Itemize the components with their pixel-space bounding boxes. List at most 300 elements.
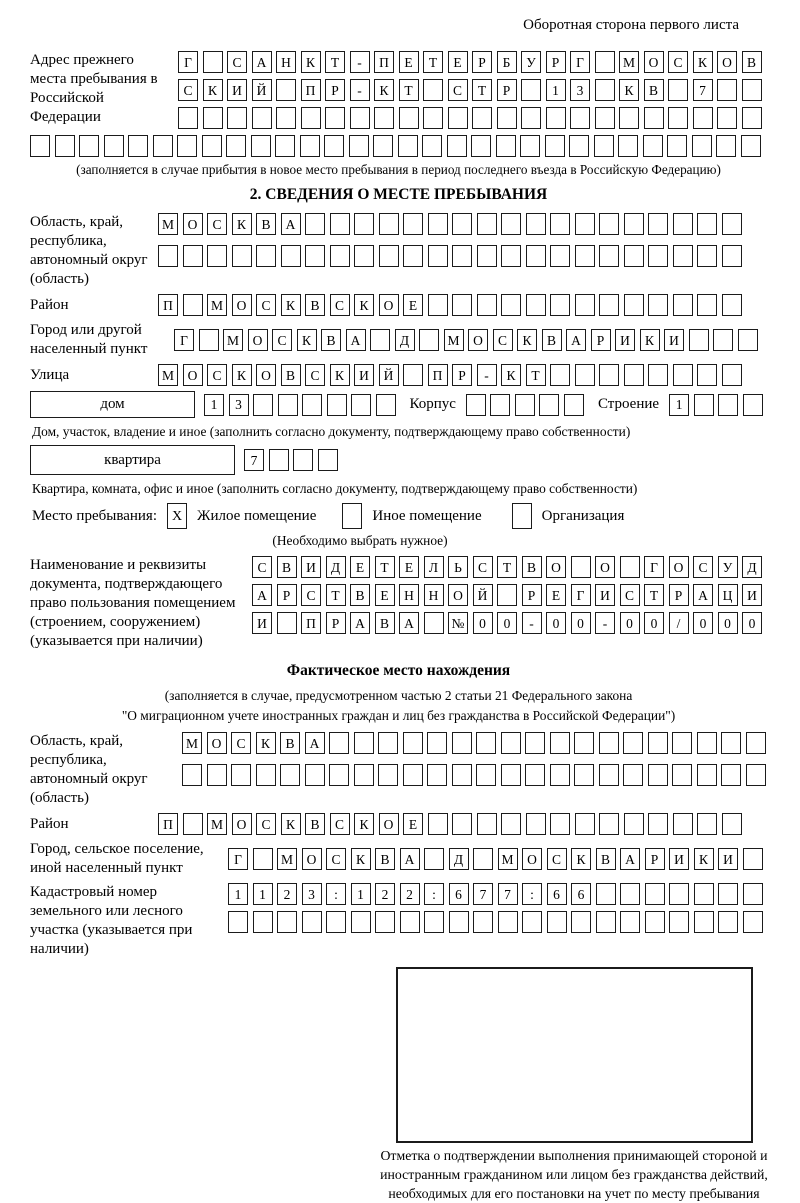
char-box[interactable] xyxy=(329,732,349,754)
char-box[interactable] xyxy=(595,51,615,73)
char-box[interactable] xyxy=(673,813,693,835)
char-box[interactable] xyxy=(673,245,693,267)
char-box[interactable] xyxy=(722,245,742,267)
char-box[interactable] xyxy=(620,911,640,933)
char-box[interactable]: К xyxy=(256,732,276,754)
char-box[interactable]: В xyxy=(256,213,276,235)
char-box[interactable] xyxy=(596,883,616,905)
char-box[interactable] xyxy=(624,364,644,386)
char-box[interactable]: К xyxy=(619,79,639,101)
char-box[interactable] xyxy=(424,612,444,634)
char-box[interactable] xyxy=(375,911,395,933)
char-box[interactable] xyxy=(153,135,173,157)
char-box[interactable] xyxy=(721,732,741,754)
char-box[interactable] xyxy=(644,107,664,129)
char-box[interactable] xyxy=(419,329,439,351)
char-box[interactable]: Н xyxy=(276,51,296,73)
char-box[interactable]: И xyxy=(595,584,615,606)
char-box[interactable] xyxy=(746,732,766,754)
char-box[interactable] xyxy=(599,732,619,754)
char-box[interactable] xyxy=(472,107,492,129)
char-box[interactable] xyxy=(743,394,763,416)
char-box[interactable]: И xyxy=(718,848,738,870)
char-box[interactable]: М xyxy=(182,732,202,754)
char-box[interactable]: 7 xyxy=(693,79,713,101)
char-box[interactable] xyxy=(667,135,687,157)
char-box[interactable] xyxy=(253,848,273,870)
char-box[interactable] xyxy=(378,732,398,754)
char-box[interactable] xyxy=(424,911,444,933)
char-box[interactable]: Т xyxy=(375,556,395,578)
char-box[interactable] xyxy=(515,394,535,416)
char-box[interactable]: А xyxy=(620,848,640,870)
char-box[interactable] xyxy=(620,556,640,578)
char-box[interactable] xyxy=(717,79,737,101)
char-box[interactable]: В xyxy=(350,584,370,606)
char-box[interactable]: В xyxy=(277,556,297,578)
apartment-type-box[interactable]: квартира xyxy=(30,445,235,475)
char-box[interactable]: С xyxy=(207,364,227,386)
confirmation-stamp-box[interactable] xyxy=(396,967,753,1143)
char-box[interactable]: Р xyxy=(326,612,346,634)
char-box[interactable] xyxy=(742,79,762,101)
char-box[interactable] xyxy=(227,107,247,129)
char-box[interactable] xyxy=(203,107,223,129)
char-box[interactable]: И xyxy=(301,556,321,578)
char-box[interactable] xyxy=(256,764,276,786)
char-box[interactable] xyxy=(526,294,546,316)
char-box[interactable]: О xyxy=(595,556,615,578)
char-box[interactable]: Е xyxy=(375,584,395,606)
char-box[interactable]: О xyxy=(644,51,664,73)
char-box[interactable]: К xyxy=(640,329,660,351)
char-box[interactable]: Т xyxy=(472,79,492,101)
char-box[interactable]: К xyxy=(297,329,317,351)
char-box[interactable] xyxy=(183,294,203,316)
char-box[interactable] xyxy=(648,764,668,786)
char-box[interactable] xyxy=(203,51,223,73)
char-box[interactable]: В xyxy=(280,732,300,754)
char-box[interactable] xyxy=(694,394,714,416)
char-box[interactable] xyxy=(501,213,521,235)
char-box[interactable] xyxy=(623,732,643,754)
char-box[interactable]: К xyxy=(374,79,394,101)
char-box[interactable]: - xyxy=(595,612,615,634)
char-box[interactable] xyxy=(253,911,273,933)
char-box[interactable] xyxy=(722,364,742,386)
char-box[interactable]: И xyxy=(664,329,684,351)
char-box[interactable]: Е xyxy=(546,584,566,606)
char-box[interactable] xyxy=(293,449,313,471)
char-box[interactable] xyxy=(594,135,614,157)
char-box[interactable]: Р xyxy=(497,79,517,101)
char-box[interactable] xyxy=(452,732,472,754)
char-box[interactable] xyxy=(521,79,541,101)
char-box[interactable] xyxy=(645,911,665,933)
char-box[interactable] xyxy=(281,245,301,267)
char-box[interactable]: И xyxy=(669,848,689,870)
char-box[interactable] xyxy=(718,394,738,416)
char-box[interactable] xyxy=(550,294,570,316)
char-box[interactable] xyxy=(546,107,566,129)
char-box[interactable] xyxy=(741,135,761,157)
char-box[interactable]: 6 xyxy=(449,883,469,905)
char-box[interactable] xyxy=(648,213,668,235)
char-box[interactable] xyxy=(256,245,276,267)
char-box[interactable]: К xyxy=(354,294,374,316)
char-box[interactable] xyxy=(330,213,350,235)
char-box[interactable]: В xyxy=(375,848,395,870)
char-box[interactable]: С xyxy=(305,364,325,386)
char-box[interactable] xyxy=(689,329,709,351)
char-box[interactable]: 2 xyxy=(277,883,297,905)
char-box[interactable] xyxy=(376,394,396,416)
char-box[interactable]: Т xyxy=(326,584,346,606)
char-box[interactable]: М xyxy=(207,813,227,835)
char-box[interactable] xyxy=(424,848,444,870)
char-box[interactable] xyxy=(400,911,420,933)
char-box[interactable]: О xyxy=(183,213,203,235)
char-box[interactable]: В xyxy=(375,612,395,634)
char-box[interactable] xyxy=(354,245,374,267)
char-box[interactable]: 3 xyxy=(302,883,322,905)
char-box[interactable]: И xyxy=(742,584,762,606)
char-box[interactable] xyxy=(669,883,689,905)
char-box[interactable]: 1 xyxy=(204,394,224,416)
char-box[interactable] xyxy=(329,764,349,786)
char-box[interactable]: Б xyxy=(497,51,517,73)
char-box[interactable]: С xyxy=(330,294,350,316)
char-box[interactable] xyxy=(743,848,763,870)
char-box[interactable] xyxy=(697,245,717,267)
char-box[interactable] xyxy=(403,213,423,235)
char-box[interactable] xyxy=(251,135,271,157)
char-box[interactable] xyxy=(673,364,693,386)
char-box[interactable] xyxy=(403,245,423,267)
char-box[interactable]: И xyxy=(252,612,272,634)
char-box[interactable] xyxy=(374,107,394,129)
char-box[interactable] xyxy=(199,329,219,351)
char-box[interactable]: С xyxy=(668,51,688,73)
char-box[interactable] xyxy=(327,394,347,416)
char-box[interactable]: О xyxy=(379,294,399,316)
char-box[interactable] xyxy=(697,294,717,316)
char-box[interactable]: Д xyxy=(742,556,762,578)
char-box[interactable] xyxy=(742,107,762,129)
char-box[interactable]: С xyxy=(493,329,513,351)
char-box[interactable] xyxy=(501,813,521,835)
char-box[interactable] xyxy=(718,883,738,905)
char-box[interactable] xyxy=(403,732,423,754)
char-box[interactable] xyxy=(253,394,273,416)
char-box[interactable]: А xyxy=(252,584,272,606)
char-box[interactable] xyxy=(452,245,472,267)
char-box[interactable] xyxy=(692,135,712,157)
char-box[interactable] xyxy=(595,79,615,101)
char-box[interactable]: 0 xyxy=(620,612,640,634)
char-box[interactable] xyxy=(574,732,594,754)
char-box[interactable] xyxy=(571,911,591,933)
char-box[interactable]: 7 xyxy=(244,449,264,471)
char-box[interactable]: 1 xyxy=(351,883,371,905)
char-box[interactable]: К xyxy=(232,364,252,386)
char-box[interactable] xyxy=(697,732,717,754)
char-box[interactable] xyxy=(378,764,398,786)
char-box[interactable] xyxy=(351,911,371,933)
char-box[interactable] xyxy=(575,245,595,267)
char-box[interactable] xyxy=(330,245,350,267)
char-box[interactable]: 0 xyxy=(571,612,591,634)
char-box[interactable] xyxy=(276,79,296,101)
char-box[interactable]: - xyxy=(522,612,542,634)
char-box[interactable]: С xyxy=(473,556,493,578)
char-box[interactable]: С xyxy=(330,813,350,835)
char-box[interactable]: Г xyxy=(570,51,590,73)
char-box[interactable] xyxy=(280,764,300,786)
char-box[interactable] xyxy=(178,107,198,129)
char-box[interactable]: В xyxy=(596,848,616,870)
char-box[interactable] xyxy=(305,764,325,786)
char-box[interactable] xyxy=(447,135,467,157)
char-box[interactable] xyxy=(501,294,521,316)
char-box[interactable] xyxy=(668,107,688,129)
char-box[interactable]: Д xyxy=(449,848,469,870)
char-box[interactable] xyxy=(490,394,510,416)
char-box[interactable]: С xyxy=(207,213,227,235)
char-box[interactable] xyxy=(624,245,644,267)
char-box[interactable] xyxy=(596,911,616,933)
char-box[interactable] xyxy=(452,213,472,235)
char-box[interactable] xyxy=(452,764,472,786)
char-box[interactable]: К xyxy=(354,813,374,835)
char-box[interactable] xyxy=(550,213,570,235)
char-box[interactable] xyxy=(232,245,252,267)
char-box[interactable] xyxy=(693,107,713,129)
char-box[interactable] xyxy=(428,294,448,316)
char-box[interactable] xyxy=(522,911,542,933)
char-box[interactable] xyxy=(624,813,644,835)
char-box[interactable] xyxy=(550,364,570,386)
char-box[interactable] xyxy=(324,135,344,157)
char-box[interactable]: О xyxy=(232,813,252,835)
char-box[interactable]: 1 xyxy=(253,883,273,905)
char-box[interactable]: Д xyxy=(395,329,415,351)
char-box[interactable]: Н xyxy=(424,584,444,606)
char-box[interactable]: М xyxy=(207,294,227,316)
char-box[interactable] xyxy=(182,764,202,786)
char-box[interactable]: / xyxy=(669,612,689,634)
char-box[interactable]: О xyxy=(546,556,566,578)
char-box[interactable]: Ь xyxy=(448,556,468,578)
char-box[interactable]: К xyxy=(301,51,321,73)
char-box[interactable]: С xyxy=(448,79,468,101)
char-box[interactable]: Т xyxy=(399,79,419,101)
char-box[interactable]: В xyxy=(321,329,341,351)
char-box[interactable]: Г xyxy=(174,329,194,351)
char-box[interactable]: С xyxy=(227,51,247,73)
char-box[interactable] xyxy=(183,245,203,267)
char-box[interactable] xyxy=(717,107,737,129)
stay-option-residential-checkbox[interactable]: X xyxy=(167,503,187,529)
char-box[interactable] xyxy=(669,911,689,933)
char-box[interactable]: В xyxy=(742,51,762,73)
char-box[interactable] xyxy=(672,732,692,754)
char-box[interactable] xyxy=(575,294,595,316)
char-box[interactable]: Ц xyxy=(718,584,738,606)
char-box[interactable]: У xyxy=(521,51,541,73)
char-box[interactable] xyxy=(452,294,472,316)
char-box[interactable] xyxy=(349,135,369,157)
char-box[interactable] xyxy=(571,556,591,578)
char-box[interactable] xyxy=(718,911,738,933)
char-box[interactable]: 0 xyxy=(473,612,493,634)
char-box[interactable]: К xyxy=(281,294,301,316)
char-box[interactable]: М xyxy=(619,51,639,73)
char-box[interactable] xyxy=(526,813,546,835)
char-box[interactable]: Р xyxy=(452,364,472,386)
char-box[interactable] xyxy=(276,107,296,129)
char-box[interactable]: 7 xyxy=(498,883,518,905)
char-box[interactable] xyxy=(448,107,468,129)
char-box[interactable]: Е xyxy=(350,556,370,578)
char-box[interactable] xyxy=(497,584,517,606)
char-box[interactable] xyxy=(501,245,521,267)
char-box[interactable] xyxy=(399,107,419,129)
char-box[interactable] xyxy=(564,394,584,416)
char-box[interactable]: Г xyxy=(571,584,591,606)
char-box[interactable]: Т xyxy=(325,51,345,73)
char-box[interactable]: 0 xyxy=(742,612,762,634)
char-box[interactable]: А xyxy=(350,612,370,634)
char-box[interactable] xyxy=(525,764,545,786)
char-box[interactable] xyxy=(526,245,546,267)
char-box[interactable]: 0 xyxy=(693,612,713,634)
char-box[interactable] xyxy=(620,883,640,905)
char-box[interactable]: В xyxy=(281,364,301,386)
char-box[interactable] xyxy=(477,245,497,267)
char-box[interactable]: С xyxy=(547,848,567,870)
char-box[interactable]: О xyxy=(302,848,322,870)
char-box[interactable] xyxy=(520,135,540,157)
char-box[interactable]: С xyxy=(252,556,272,578)
char-box[interactable]: К xyxy=(203,79,223,101)
char-box[interactable] xyxy=(569,135,589,157)
char-box[interactable] xyxy=(476,732,496,754)
char-box[interactable] xyxy=(547,911,567,933)
char-box[interactable] xyxy=(595,107,615,129)
char-box[interactable] xyxy=(301,107,321,129)
char-box[interactable] xyxy=(423,79,443,101)
char-box[interactable]: К xyxy=(501,364,521,386)
char-box[interactable] xyxy=(497,107,517,129)
char-box[interactable] xyxy=(207,245,227,267)
char-box[interactable]: Й xyxy=(252,79,272,101)
char-box[interactable] xyxy=(697,813,717,835)
char-box[interactable] xyxy=(575,813,595,835)
char-box[interactable]: № xyxy=(448,612,468,634)
char-box[interactable] xyxy=(648,364,668,386)
char-box[interactable]: С xyxy=(326,848,346,870)
char-box[interactable] xyxy=(599,813,619,835)
char-box[interactable]: М xyxy=(444,329,464,351)
char-box[interactable]: 2 xyxy=(400,883,420,905)
char-box[interactable]: С xyxy=(231,732,251,754)
char-box[interactable] xyxy=(645,883,665,905)
char-box[interactable] xyxy=(738,329,758,351)
char-box[interactable]: : xyxy=(424,883,444,905)
char-box[interactable]: 1 xyxy=(669,394,689,416)
char-box[interactable] xyxy=(305,213,325,235)
char-box[interactable] xyxy=(545,135,565,157)
char-box[interactable]: И xyxy=(615,329,635,351)
char-box[interactable]: А xyxy=(566,329,586,351)
char-box[interactable]: М xyxy=(158,213,178,235)
char-box[interactable]: О xyxy=(379,813,399,835)
char-box[interactable]: П xyxy=(374,51,394,73)
char-box[interactable]: - xyxy=(350,79,370,101)
char-box[interactable]: О xyxy=(522,848,542,870)
char-box[interactable]: Т xyxy=(644,584,664,606)
char-box[interactable] xyxy=(128,135,148,157)
char-box[interactable]: - xyxy=(350,51,370,73)
char-box[interactable]: В xyxy=(522,556,542,578)
char-box[interactable]: А xyxy=(305,732,325,754)
char-box[interactable] xyxy=(449,911,469,933)
char-box[interactable] xyxy=(351,394,371,416)
char-box[interactable]: К xyxy=(694,848,714,870)
char-box[interactable]: К xyxy=(693,51,713,73)
char-box[interactable] xyxy=(354,213,374,235)
char-box[interactable] xyxy=(673,294,693,316)
char-box[interactable]: К xyxy=(571,848,591,870)
char-box[interactable]: Д xyxy=(326,556,346,578)
char-box[interactable] xyxy=(104,135,124,157)
char-box[interactable]: В xyxy=(542,329,562,351)
char-box[interactable]: О xyxy=(669,556,689,578)
char-box[interactable] xyxy=(305,245,325,267)
char-box[interactable] xyxy=(722,213,742,235)
char-box[interactable]: О xyxy=(232,294,252,316)
char-box[interactable]: С xyxy=(620,584,640,606)
char-box[interactable] xyxy=(403,364,423,386)
char-box[interactable]: К xyxy=(232,213,252,235)
char-box[interactable] xyxy=(697,364,717,386)
char-box[interactable] xyxy=(477,294,497,316)
char-box[interactable] xyxy=(550,245,570,267)
char-box[interactable]: Т xyxy=(423,51,443,73)
char-box[interactable]: Е xyxy=(448,51,468,73)
char-box[interactable] xyxy=(624,213,644,235)
char-box[interactable]: К xyxy=(330,364,350,386)
char-box[interactable]: 0 xyxy=(718,612,738,634)
char-box[interactable]: Т xyxy=(526,364,546,386)
char-box[interactable] xyxy=(526,213,546,235)
char-box[interactable]: 1 xyxy=(228,883,248,905)
char-box[interactable]: И xyxy=(227,79,247,101)
char-box[interactable]: П xyxy=(158,294,178,316)
char-box[interactable]: Р xyxy=(277,584,297,606)
char-box[interactable]: О xyxy=(248,329,268,351)
char-box[interactable] xyxy=(428,813,448,835)
char-box[interactable]: В xyxy=(644,79,664,101)
char-box[interactable] xyxy=(300,135,320,157)
char-box[interactable] xyxy=(476,764,496,786)
char-box[interactable] xyxy=(423,107,443,129)
char-box[interactable]: У xyxy=(718,556,738,578)
char-box[interactable] xyxy=(177,135,197,157)
char-box[interactable]: А xyxy=(693,584,713,606)
char-box[interactable] xyxy=(473,848,493,870)
